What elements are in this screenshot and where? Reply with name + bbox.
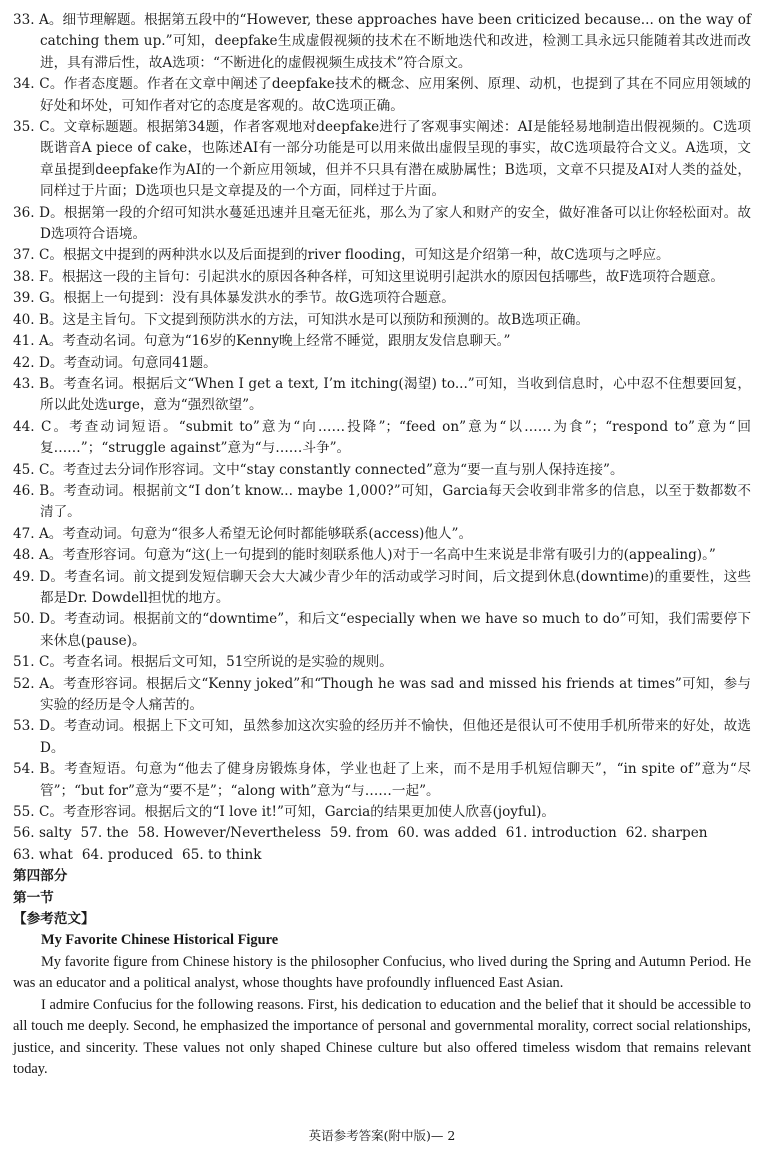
- answer-item: [13, 652, 751, 673]
- answer-item: [13, 460, 751, 481]
- answer-item: [13, 481, 751, 524]
- answer-text: C。考查形容词。根据后文的“I love it!”可知，Garcia的结果更加使人欣喜(joyful)。: [38, 804, 555, 821]
- essay-title: My Favorite Chinese Historical Figure: [41, 932, 279, 949]
- answer-item: [13, 331, 751, 352]
- fill-in-answers-row-1: [13, 823, 751, 844]
- page-footer: 英语参考答案(附中版)— 2: [308, 1128, 456, 1143]
- answer-item: [13, 245, 751, 266]
- fill-in-answer: 61. introduction: [505, 825, 617, 842]
- answer-number: 47.: [13, 525, 35, 542]
- answer-number: 39.: [13, 290, 35, 307]
- fill-in-answers-row-2: [13, 845, 751, 866]
- essay-paragraph-1: My favorite figure from Chinese history is the philosopher Confucius, who lived during the Spring and Autumn Period. He was an educator and a political analyst, whose thoughts have profoundly influenced East Asian.: [13, 953, 751, 992]
- answer-text: B。考查名词。根据后文“When I get a text, I’m itching(渴望) to...”可知，当收到信息时，心中忍不住想要回复，所以此处选urge，意为“强烈欲望”。: [39, 375, 751, 414]
- answer-number: 36.: [13, 204, 35, 221]
- answer-number: 55.: [13, 804, 35, 821]
- fill-in-answer: 57. the: [80, 825, 129, 842]
- fill-in-answer: 59. from: [329, 825, 389, 842]
- answer-number: 35.: [13, 119, 35, 136]
- answer-item: [13, 353, 751, 374]
- answer-number: 42.: [13, 354, 35, 371]
- answer-list: [13, 10, 751, 823]
- answer-number: 48.: [13, 547, 35, 564]
- answer-text: C。考查过去分词作形容词。文中“stay constantly connected”意为“要一直与别人保持连接”。: [38, 461, 624, 478]
- section-heading: 第一节: [13, 889, 54, 906]
- answer-text: C。根据文中提到的两种洪水以及后面提到的river flooding，可知这是介绍第一种，故C选项与之呼应。: [38, 247, 670, 264]
- fill-in-answer: 60. was added: [397, 825, 497, 842]
- answer-text: C。文章标题题。根据第34题，作者客观地对deepfake进行了客观事实阐述：AI是能轻易地制造出假视频的。C选项既谐音A piece of cake，也陈述AI有一部分功能是可以用来做出虚假呈现的事实，故C选项最符合文义。A选项，文章虽提到deepfake作为AI的一个新应用领域，但并不只具有潜在威胁属性；B选项，文章不只提及AI对人类的益处，同样过于片面；D选项也只是文章提及的一个方面，同样过于片面。: [39, 119, 751, 200]
- answer-text: A。考查动词。句意为“很多人希望无论何时都能够联系(access)他人”。: [38, 525, 473, 542]
- answer-text: C。作者态度题。作者在文章中阐述了deepfake技术的概念、应用案例、原理、动机，也提到了其在不同应用领域的好处和坏处，可知作者对它的态度是客观的。故C选项正确。: [39, 76, 751, 114]
- answer-text: A。考查动名词。句意为“16岁的Kenny晚上经常不睡觉，跟朋友发信息聊天。”: [38, 333, 511, 350]
- answer-item: [13, 203, 751, 246]
- answer-item: [13, 716, 751, 759]
- fill-in-answer: 64. produced: [81, 846, 174, 863]
- fill-in-answer: 56. salty: [13, 825, 72, 842]
- answer-number: 54.: [13, 761, 35, 778]
- answer-item: [13, 609, 751, 652]
- sample-essay-label: 【参考范文】: [13, 911, 95, 928]
- answer-number: 40.: [13, 311, 35, 328]
- answer-number: 52.: [13, 675, 35, 692]
- answer-text: D。考查名词。前文提到发短信聊天会大大减少青少年的活动或学习时间，后文提到休息(downtime)的重要性，这些都是Dr. Dowdell担忧的地方。: [39, 568, 751, 606]
- essay-paragraph-2: I admire Confucius for the following reasons. First, his dedication to education and the belief that it should be accessible to all touch me deeply. Second, he emphasized the importance of personal and governmental morality, correct social relationships, justice, and sincerity. These values not only shaped Chinese culture but also offered timeless wisdom that remains relevant today.: [13, 996, 751, 1077]
- answer-text: B。考查动词。根据前文“I don’t know... maybe 1,000?”可知，Garcia每天会收到非常多的信息，以至于数都数不清了。: [39, 482, 751, 521]
- answer-text: B。这是主旨句。下文提到预防洪水的方法，可知洪水是可以预防和预测的。故B选项正确。: [38, 311, 590, 328]
- answer-number: 50.: [13, 611, 35, 628]
- answer-number: 34.: [13, 76, 35, 93]
- answer-text: C。考查名词。根据后文可知，51空所说的是实验的规则。: [38, 654, 393, 671]
- fill-in-answer: 63. what: [13, 846, 73, 863]
- answer-number: 33.: [13, 12, 35, 28]
- answer-page: [13, 10, 751, 1080]
- answer-number: 38.: [13, 268, 35, 285]
- answer-text: D。考查动词。句意同41题。: [38, 354, 217, 371]
- answer-item: [13, 417, 751, 460]
- fill-in-answer: 58. However/Nevertheless: [137, 825, 321, 842]
- answer-text: C。考查动词短语。“submit to”意为“向……投降”；“feed on”意为“以……为食”；“respond to”意为“回复……”；“struggle against”意为“与……斗争”。: [40, 418, 751, 457]
- answer-text: A。考查形容词。根据后文“Kenny joked”和“Though he was sad and missed his friends at times”可知，参与实验的经历是令人痛苦的。: [39, 675, 752, 713]
- answer-item: [13, 545, 751, 566]
- answer-text: F。根据这一段的主旨句：引起洪水的原因各种各样，可知这里说明引起洪水的原因包括哪些，故F选项符合题意。: [38, 268, 724, 285]
- answer-number: 37.: [13, 247, 35, 264]
- answer-item: [13, 374, 751, 417]
- answer-item: [13, 567, 751, 610]
- sample-essay: [13, 930, 751, 1080]
- fill-in-answer: 65. to think: [182, 846, 262, 863]
- answer-item: [13, 802, 751, 823]
- answer-text: D。考查动词。根据前文的“downtime”，和后文“especially when we have so much to do”可知，我们需要停下来休息(pause)。: [39, 611, 751, 649]
- answer-text: D。根据第一段的介绍可知洪水蔓延迅速并且毫无征兆，那么为了家人和财产的安全，做好准备可以让你轻松面对。故D选项符合语境。: [39, 204, 751, 243]
- part-heading: 第四部分: [13, 868, 68, 885]
- answer-item: [13, 310, 751, 331]
- answer-text: G。根据上一句提到：没有具体暴发洪水的季节。故G选项符合题意。: [38, 290, 455, 307]
- answer-number: 41.: [13, 333, 35, 350]
- answer-item: [13, 267, 751, 288]
- answer-item: [13, 524, 751, 545]
- answer-number: 45.: [13, 461, 35, 478]
- answer-item: [13, 674, 751, 717]
- answer-text: D。考查动词。根据上下文可知，虽然参加这次实验的经历并不愉快，但他还是很认可不使用手机所带来的好处，故选D。: [39, 718, 751, 756]
- answer-number: 53.: [13, 718, 35, 735]
- answer-number: 46.: [13, 482, 35, 499]
- answer-number: 51.: [13, 654, 35, 671]
- answer-item: [13, 117, 751, 203]
- answer-item: [13, 288, 751, 309]
- answer-number: 43.: [13, 375, 35, 392]
- answer-number: 49.: [13, 568, 35, 585]
- answer-text: A。细节理解题。根据第五段中的“However, these approaches have been criticized because... on the way of catching them up.”可知，deepfake生成虚假视频的技术在不断地迭代和改进，检测工具永远只能随着其改进而改进，具有滞后性，故A选项：“不断进化的虚假视频生成技术”符合原文。: [38, 12, 751, 71]
- answer-text: B。考查短语。句意为“他去了健身房锻炼身体，学业也赶了上来，而不是用手机短信聊天”，“in spite of”意为“尽管”；“but for”意为“要不是”；“along with”意为“与……一起”。: [39, 761, 751, 799]
- fill-in-answer: 62. sharpen: [625, 825, 708, 842]
- answer-item: [13, 759, 751, 802]
- answer-number: 44.: [13, 418, 35, 435]
- answer-item: [13, 10, 751, 74]
- answer-text: A。考查形容词。句意为“这(上一句提到的能时刻联系他人)对于一名高中生来说是非常有吸引力的(appealing)。”: [38, 547, 716, 564]
- answer-item: [13, 74, 751, 117]
